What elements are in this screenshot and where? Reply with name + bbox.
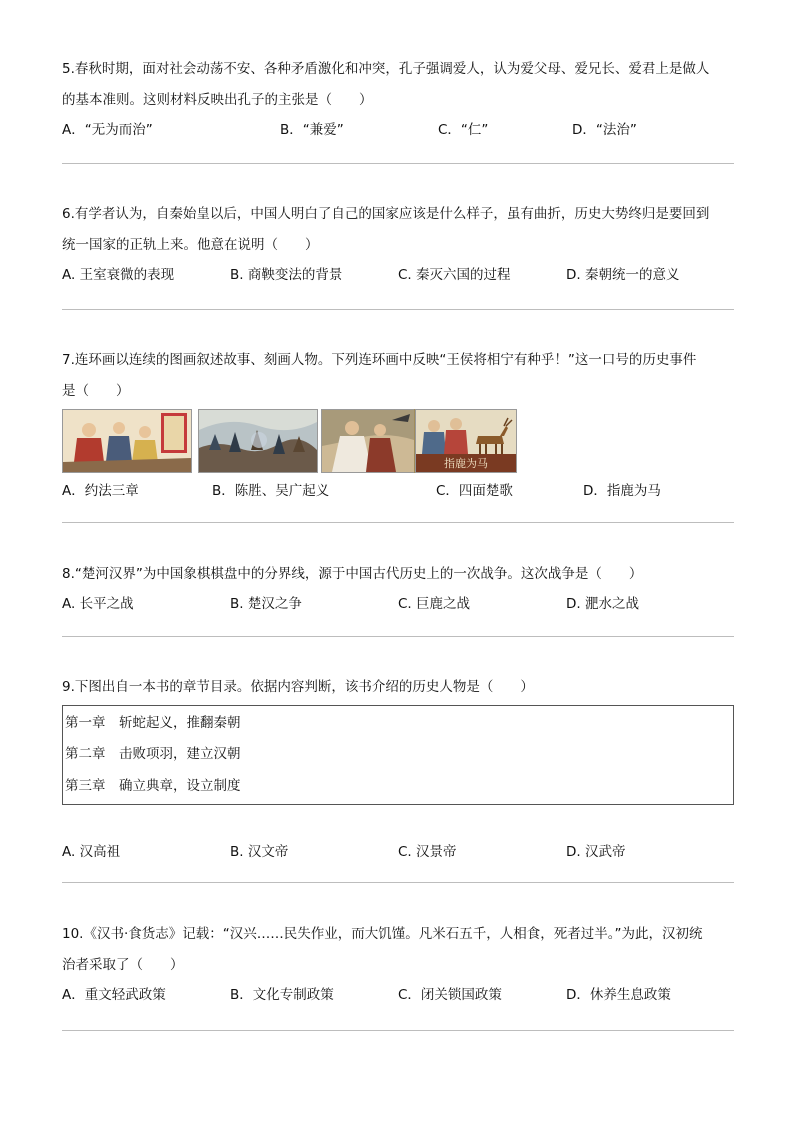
option-d[interactable]: D. 淝水之战 bbox=[566, 596, 639, 612]
option-d[interactable]: D．“法治” bbox=[572, 122, 637, 138]
divider bbox=[62, 522, 734, 523]
option-c[interactable]: C．闭关锁国政策 bbox=[398, 987, 502, 1003]
option-c[interactable]: C. 秦灭六国的过程 bbox=[398, 267, 511, 283]
divider bbox=[62, 163, 734, 164]
divider bbox=[62, 1030, 734, 1031]
option-c[interactable]: C．“仁” bbox=[438, 122, 489, 138]
question-9 bbox=[62, 672, 734, 703]
option-d[interactable]: D. 汉武帝 bbox=[566, 844, 626, 860]
question-7 bbox=[62, 345, 734, 407]
question-10-stem-line-2: 治者采取了（ ） bbox=[62, 957, 184, 973]
option-c[interactable]: C. 汉景帝 bbox=[398, 844, 457, 860]
question-7-options bbox=[62, 477, 734, 505]
option-a[interactable]: A．“无为而治” bbox=[62, 122, 153, 138]
question-8-options bbox=[62, 590, 734, 618]
question-5-stem-line-2: 的基本准则。这则材料反映出孔子的主张是（ ） bbox=[62, 92, 373, 108]
question-8-stem-line-1: 8.“楚河汉界”为中国象棋棋盘中的分界线，源于中国古代历史上的一次战争。这次战争是（ ） bbox=[62, 566, 643, 582]
option-b[interactable]: B. 汉文帝 bbox=[230, 844, 289, 860]
option-a[interactable]: A．约法三章 bbox=[62, 483, 139, 499]
question-5 bbox=[62, 54, 734, 144]
question-6 bbox=[62, 199, 734, 289]
chapter-table-of-contents bbox=[62, 705, 734, 805]
toc-chapter-3: 第三章 确立典章，设立制度 bbox=[65, 778, 241, 794]
option-b[interactable]: B．“兼爱” bbox=[280, 122, 344, 138]
option-a[interactable]: A. 王室衰微的表现 bbox=[62, 267, 175, 283]
question-10 bbox=[62, 919, 734, 1009]
question-7-stem-line-1: 7.连环画以连续的图画叙述故事、刻画人物。下列连环画中反映“王侯将相宁有种乎！”这一口号的历史事件 bbox=[62, 352, 697, 368]
comic-image-b bbox=[198, 409, 318, 473]
option-b[interactable]: B．文化专制政策 bbox=[230, 987, 334, 1003]
question-6-stem-line-1: 6.有学者认为，自秦始皇以后，中国人明白了自己的国家应该是什么样子，虽有曲折，历史大势终归是要回到 bbox=[62, 206, 710, 222]
question-9-options bbox=[62, 838, 734, 866]
question-9-stem-line-1: 9.下图出自一本书的章节目录。依据内容判断，该书介绍的历史人物是（ ） bbox=[62, 679, 534, 695]
question-5-stem-line-1: 5.春秋时期，面对社会动荡不安、各种矛盾激化和冲突，孔子强调爱人，认为爱父母、爱兄长、爱君上是做人 bbox=[62, 61, 710, 77]
toc-chapter-1: 第一章 斩蛇起义，推翻秦朝 bbox=[65, 715, 241, 731]
question-7-options-wrap bbox=[62, 477, 734, 505]
question-6-options bbox=[62, 261, 734, 289]
question-6-stem-line-2: 统一国家的正轨上来。他意在说明（ ） bbox=[62, 237, 319, 253]
comic-image-c bbox=[321, 409, 415, 473]
option-d[interactable]: D．休养生息政策 bbox=[566, 987, 671, 1003]
toc-chapter-2: 第二章 击败项羽，建立汉朝 bbox=[65, 746, 241, 762]
option-c[interactable]: C．四面楚歌 bbox=[436, 483, 513, 499]
question-10-stem-line-1: 10.《汉书·食货志》记载：“汉兴……民失作业，而大饥馑。凡米石五千，人相食，死者过半。”为此，汉初统 bbox=[62, 926, 703, 942]
option-a[interactable]: A. 汉高祖 bbox=[62, 844, 121, 860]
divider bbox=[62, 882, 734, 883]
option-d[interactable]: D．指鹿为马 bbox=[583, 483, 661, 499]
option-b[interactable]: B. 楚汉之争 bbox=[230, 596, 302, 612]
question-10-options bbox=[62, 981, 734, 1009]
comic-image-a bbox=[62, 409, 192, 473]
question-5-options bbox=[62, 116, 734, 144]
option-a[interactable]: A．重文轻武政策 bbox=[62, 987, 166, 1003]
question-8 bbox=[62, 559, 734, 618]
question-7-stem-line-2: 是（ ） bbox=[62, 383, 130, 399]
option-b[interactable]: B．陈胜、吴广起义 bbox=[212, 483, 330, 499]
question-9-options-wrap bbox=[62, 838, 734, 866]
option-a[interactable]: A. 长平之战 bbox=[62, 596, 134, 612]
option-c[interactable]: C. 巨鹿之战 bbox=[398, 596, 471, 612]
option-d[interactable]: D. 秦朝统一的意义 bbox=[566, 267, 680, 283]
comic-image-d-picture bbox=[415, 409, 517, 473]
comic-image-d-title: 指鹿为马 bbox=[444, 458, 488, 470]
option-b[interactable]: B. 商鞅变法的背景 bbox=[230, 267, 343, 283]
divider bbox=[62, 636, 734, 637]
divider bbox=[62, 309, 734, 310]
